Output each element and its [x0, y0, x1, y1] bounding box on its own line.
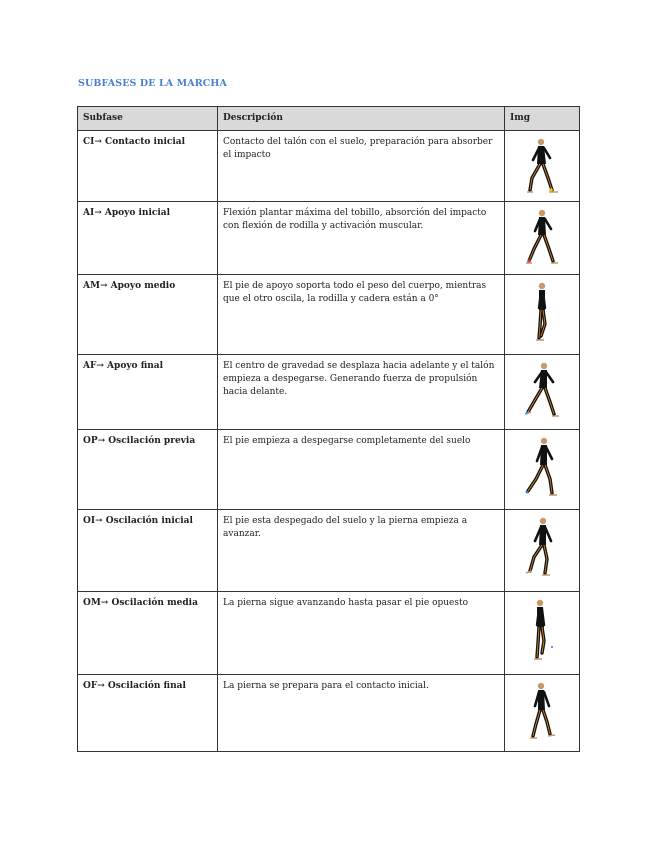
description-cell: El pie esta despegado del suelo y la pierna empieza a avanzar.	[218, 510, 505, 592]
image-cell	[505, 592, 580, 675]
table-row	[78, 355, 580, 430]
walking-figure-icon	[520, 360, 564, 420]
table-row	[78, 592, 580, 675]
walking-figure-icon	[520, 207, 564, 267]
subphase-cell: AM→ Apoyo medio	[78, 275, 218, 355]
description-cell: Contacto del talón con el suelo, preparación para absorber el impacto	[218, 131, 505, 202]
description-cell: La pierna se prepara para el contacto inicial.	[218, 675, 505, 752]
document-title: SUBFASES DE LA MARCHA	[78, 78, 227, 89]
subphase-cell: OP→ Oscilación previa	[78, 430, 218, 510]
image-cell	[505, 355, 580, 430]
table-row	[78, 131, 580, 202]
table-row	[78, 275, 580, 355]
description-cell: Flexión plantar máxima del tobillo, absorción del impacto con flexión de rodilla y activación muscular.	[218, 202, 505, 275]
table-row	[78, 430, 580, 510]
walking-figure-icon	[520, 515, 564, 579]
table-row	[78, 510, 580, 592]
image-cell	[505, 675, 580, 752]
description-cell: El pie empieza a despegarse completamente del suelo	[218, 430, 505, 510]
subphase-cell: OM→ Oscilación media	[78, 592, 218, 675]
subphase-cell: AF→ Apoyo final	[78, 355, 218, 430]
walking-figure-icon	[520, 597, 564, 663]
gait-subphases-table	[77, 106, 580, 752]
description-cell: La pierna sigue avanzando hasta pasar el pie opuesto	[218, 592, 505, 675]
walking-figure-icon	[520, 680, 564, 742]
subphase-cell: OF→ Oscilación final	[78, 675, 218, 752]
subphase-cell: AI→ Apoyo inicial	[78, 202, 218, 275]
header-description: Descripción	[218, 107, 505, 131]
header-image: Img	[505, 107, 580, 131]
subphase-cell: OI→ Oscilación inicial	[78, 510, 218, 592]
header-subphase: Subfase	[78, 107, 218, 131]
table-row	[78, 202, 580, 275]
table-header-row	[78, 107, 580, 131]
walking-figure-icon	[520, 136, 564, 196]
image-cell	[505, 202, 580, 275]
description-cell: El pie de apoyo soporta todo el peso del cuerpo, mientras que el otro oscila, la rodilla y cadera están a 0°	[218, 275, 505, 355]
image-cell	[505, 430, 580, 510]
image-cell	[505, 131, 580, 202]
walking-figure-icon	[520, 435, 564, 499]
image-cell	[505, 275, 580, 355]
subphase-cell: CI→ Contacto inicial	[78, 131, 218, 202]
walking-figure-icon	[520, 280, 564, 344]
image-cell	[505, 510, 580, 592]
description-cell: El centro de gravedad se desplaza hacia adelante y el talón empieza a despegarse. Generando fuerza de propulsión hacia delante.	[218, 355, 505, 430]
table-row	[78, 675, 580, 752]
